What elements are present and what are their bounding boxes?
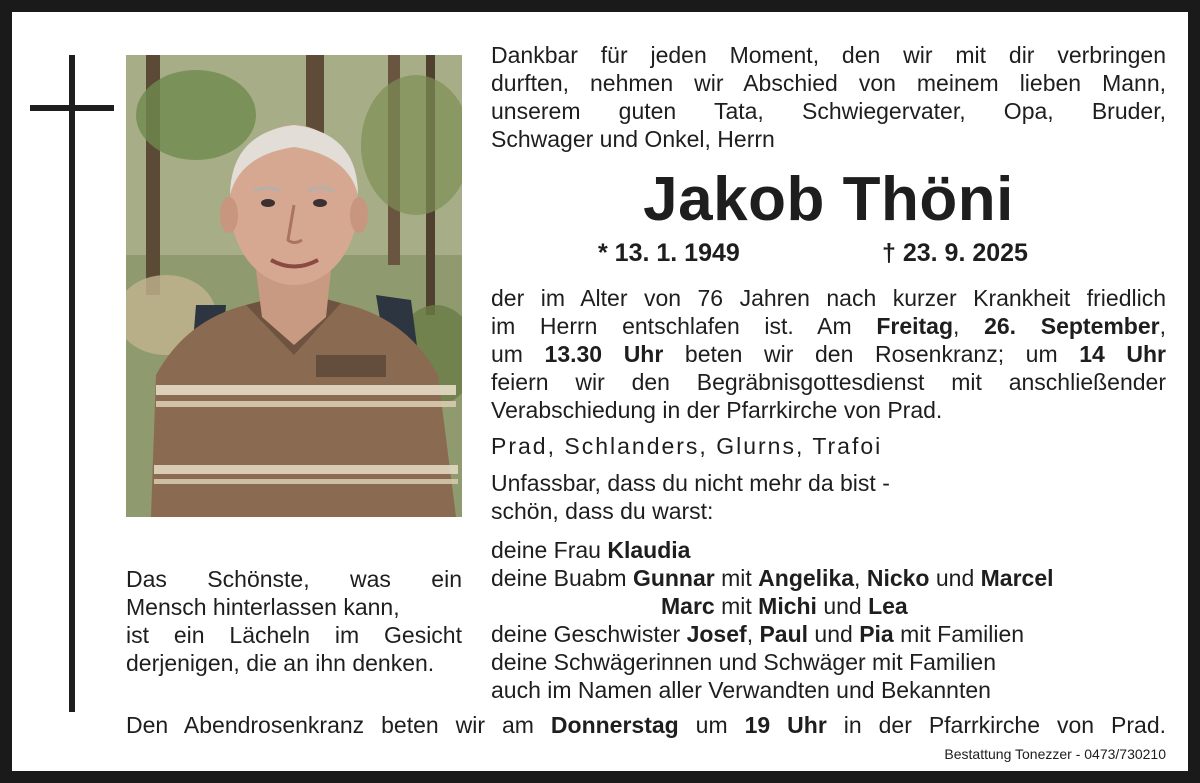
- day-friday: Freitag: [876, 313, 954, 339]
- body-line: feiern wir den Begräbnisgottesdienst mit anschließender: [491, 369, 1166, 395]
- intro-line: unserem guten Tata, Schwiegervater, Opa, Bruder,: [491, 98, 1166, 124]
- evening-time: 19 Uhr: [744, 712, 827, 738]
- cross-vertical-bar: [69, 55, 75, 712]
- rosary-time: 13.30 Uhr: [544, 341, 664, 367]
- family-name: Marcel: [980, 565, 1054, 591]
- deceased-name: Jakob Thöni: [643, 165, 1014, 234]
- text-span: und: [929, 565, 981, 591]
- quote-line: Das Schönste, was ein: [126, 566, 462, 592]
- text-span: ,: [746, 621, 760, 647]
- family-line-relatives: auch im Namen aller Verwandten und Bekannten: [491, 677, 991, 703]
- memorial-quote: [126, 565, 462, 677]
- portrait-photo: [126, 55, 462, 517]
- evening-rosary-line: [126, 711, 1166, 739]
- body-line: [491, 340, 1166, 368]
- family-list: [491, 536, 1166, 704]
- body-line: [491, 312, 1166, 340]
- intro-line: Schwager und Onkel, Herrn: [491, 126, 775, 152]
- mourn-line: schön, dass du warst:: [491, 498, 714, 524]
- cross-horizontal-bar: [30, 105, 114, 111]
- family-line-sons-cont: [491, 592, 1166, 620]
- announcement-text: [491, 284, 1166, 424]
- intro-line: Dankbar für jeden Moment, den wir mit dir verbringen: [491, 42, 1166, 68]
- text-span: beten wir den Rosenkranz; um: [663, 341, 1080, 367]
- family-name: Gunnar: [632, 565, 715, 591]
- text-span: im Herrn entschlafen ist. Am: [491, 313, 877, 339]
- text-span: mit: [714, 593, 759, 619]
- funeral-time: 14 Uhr: [1079, 341, 1166, 367]
- family-name: Marc: [661, 593, 715, 619]
- mourning-text: [491, 469, 1166, 525]
- date-september: 26. September: [984, 313, 1160, 339]
- mourn-line: Unfassbar, dass du nicht mehr da bist -: [491, 470, 890, 496]
- family-name: Angelika: [758, 565, 855, 591]
- funeral-home-credit: Bestattung Tonezzer - 0473/730210: [944, 746, 1166, 762]
- text-span: deine Geschwister: [491, 621, 687, 647]
- obituary-card: [12, 12, 1188, 771]
- text-span: ,: [953, 313, 985, 339]
- body-line: Verabschiedung in der Pfarrkirche von Prad.: [491, 397, 943, 423]
- family-name: Klaudia: [607, 537, 691, 563]
- quote-line: Mensch hinterlassen kann,: [126, 594, 400, 620]
- text-span: Den Abendrosenkranz beten wir am: [126, 712, 551, 738]
- family-name: Josef: [686, 621, 747, 647]
- death-date: † 23. 9. 2025: [882, 239, 1028, 267]
- day-thursday: Donnerstag: [550, 712, 679, 738]
- family-line-wife: [491, 536, 1166, 564]
- places-line: Prad, Schlanders, Glurns, Trafoi: [491, 433, 883, 459]
- text-span: in der Pfarrkirche von Prad.: [826, 712, 1167, 738]
- text-span: um: [491, 341, 545, 367]
- text-span: und: [816, 593, 869, 619]
- text-span: um: [678, 712, 745, 738]
- text-span: mit Familien: [893, 621, 1025, 647]
- text-span: ,: [854, 565, 867, 591]
- portrait-illustration: [126, 55, 462, 517]
- text-span: ,: [1159, 313, 1166, 339]
- family-name: Pia: [859, 621, 894, 647]
- intro-text: [491, 41, 1166, 153]
- birth-date: * 13. 1. 1949: [598, 239, 740, 267]
- family-line-siblings: [491, 620, 1166, 648]
- body-line: der im Alter von 76 Jahren nach kurzer Krankheit friedlich: [491, 285, 1166, 311]
- family-name: Paul: [759, 621, 809, 647]
- family-name: Michi: [758, 593, 817, 619]
- text-span: mit: [714, 565, 759, 591]
- family-line-inlaws: deine Schwägerinnen und Schwäger mit Familien: [491, 649, 997, 675]
- family-line-sons: [491, 564, 1166, 592]
- quote-line: derjenigen, die an ihn denken.: [126, 650, 435, 676]
- text-span: deine Buabm: [491, 565, 633, 591]
- family-name: Lea: [868, 593, 908, 619]
- text-span: deine Frau: [491, 537, 608, 563]
- intro-line: durften, nehmen wir Abschied von meinem lieben Mann,: [491, 70, 1166, 96]
- quote-line: ist ein Lächeln im Gesicht: [126, 622, 462, 648]
- text-span: und: [808, 621, 860, 647]
- family-name: Nicko: [866, 565, 930, 591]
